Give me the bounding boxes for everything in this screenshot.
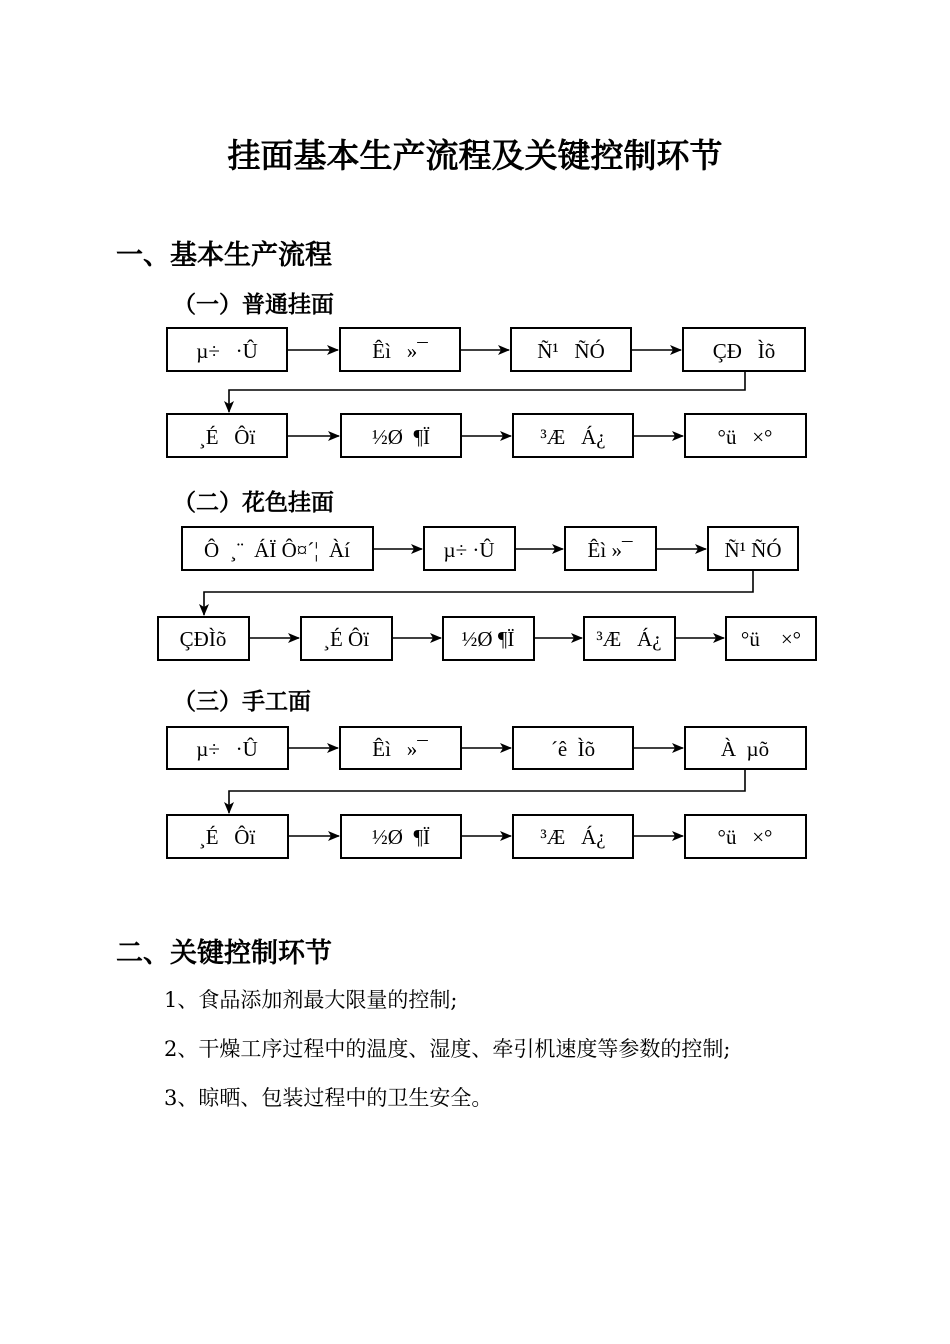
- flow1-step-label: ÇÐ Ìõ: [712, 339, 776, 363]
- flow1-step-label: ½Ø ¶Ï: [372, 425, 430, 449]
- flowchart-ordinary-noodle: [167, 328, 806, 457]
- flow2-step-label: Êì »¯: [587, 538, 633, 562]
- flow2-step-label: °ü ×°: [740, 627, 802, 651]
- flow2-step-label: Ñ¹ ÑÓ: [724, 538, 782, 562]
- section-heading-basic-process: 一、基本生产流程: [116, 240, 332, 271]
- flow1-step-label: °ü ×°: [717, 425, 773, 449]
- flow3-step-label: °ü ×°: [717, 825, 773, 849]
- control-point-item: 1、食品添加剂最大限量的控制;: [164, 988, 458, 1012]
- control-point-item: 3、晾晒、包装过程中的卫生安全。: [164, 1086, 493, 1110]
- flow-label-handmade-noodle: （三）手工面: [173, 688, 311, 715]
- flow1-step-label: Ñ¹ ÑÓ: [537, 339, 605, 363]
- flow1-wrap-arrow: [229, 371, 745, 412]
- flow2-wrap-arrow: [204, 570, 753, 615]
- flow1-step-label: Êì »¯: [372, 339, 428, 363]
- document-title: 挂面基本生产流程及关键控制环节: [227, 136, 723, 175]
- flow1-step-label: ¸É Ôï: [198, 425, 256, 449]
- flow3-step-label: ³Æ Á¿: [540, 825, 606, 849]
- flow2-step-label: ÇÐÌõ: [179, 627, 227, 651]
- section-heading-key-control: 二、关键控制环节: [116, 938, 332, 969]
- flow2-step-label: ½Ø ¶Ï: [461, 627, 515, 651]
- flow3-step-label: ¸É Ôï: [198, 825, 256, 849]
- flow3-step-label: Êì »¯: [372, 737, 428, 761]
- flow3-step-label: ´ê Ìõ: [550, 737, 596, 761]
- flow2-step-label: ³Æ Á¿: [596, 627, 662, 651]
- flowchart-handmade-noodle-labels: [196, 737, 772, 849]
- flow3-step-label: À µõ: [720, 737, 770, 761]
- flowchart-ordinary-noodle-labels: [196, 339, 775, 449]
- flow1-step-label: µ÷ ·Û: [196, 339, 258, 363]
- flow3-step-label: µ÷ ·Û: [196, 737, 258, 761]
- flow-label-fancy-noodle: （二）花色挂面: [173, 489, 334, 516]
- flow3-step-label: ½Ø ¶Ï: [372, 825, 430, 849]
- flow2-step-label: µ÷ ·Û: [443, 538, 495, 562]
- flow3-wrap-arrow: [229, 769, 745, 813]
- flow2-step-label: Ô ¸¨ ÁÏ Ô¤´¦ Àí: [204, 538, 350, 562]
- flow-label-ordinary-noodle: （一）普通挂面: [173, 291, 334, 318]
- flow2-step-label: ¸É Ôï: [322, 627, 370, 651]
- control-point-item: 2、干燥工序过程中的温度、湿度、牵引机速度等参数的控制;: [164, 1037, 731, 1061]
- flowchart-handmade-noodle: [167, 727, 806, 858]
- flow1-step-label: ³Æ Á¿: [540, 425, 606, 449]
